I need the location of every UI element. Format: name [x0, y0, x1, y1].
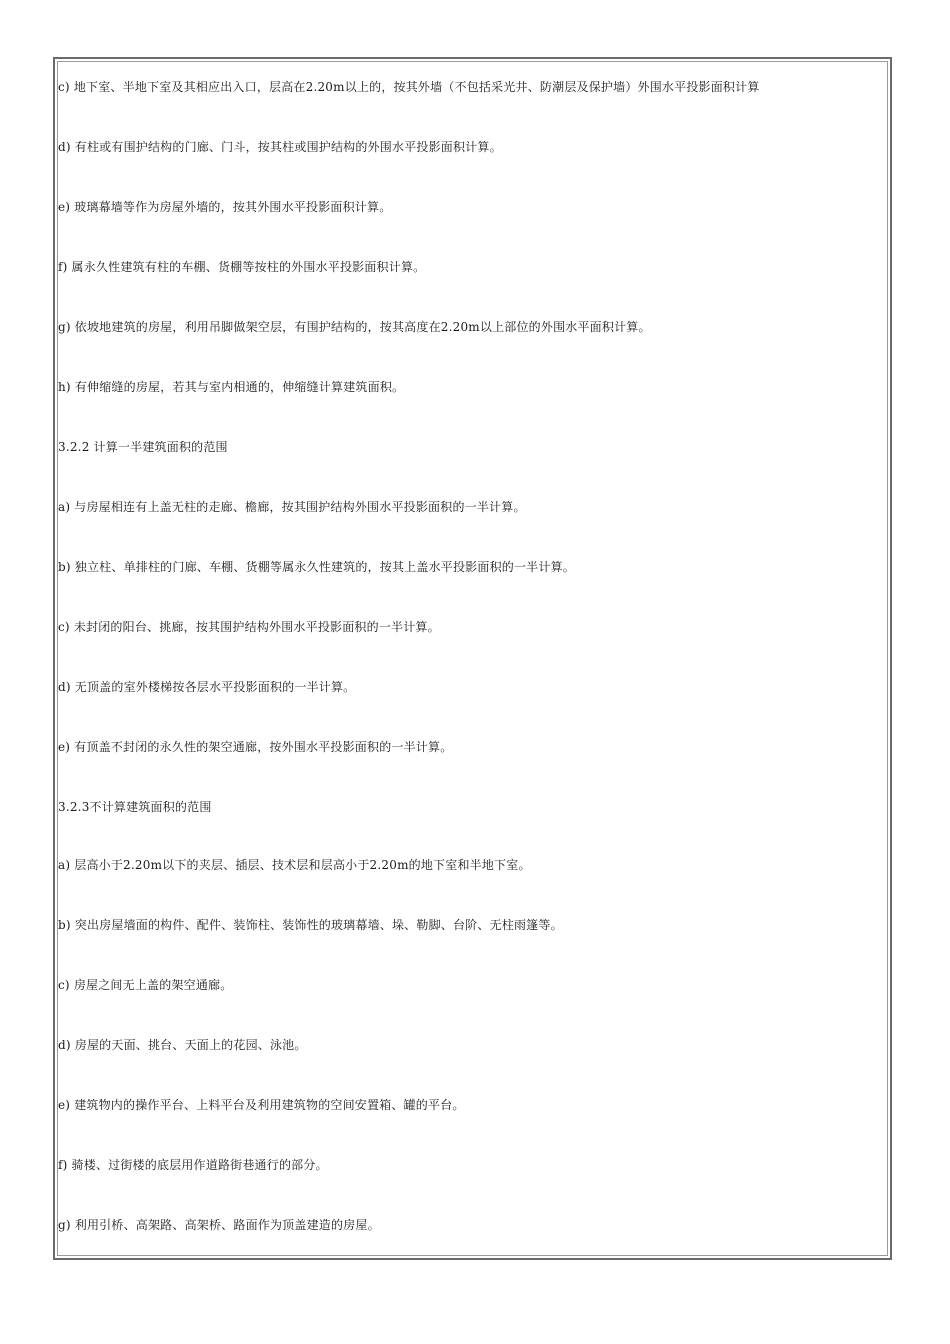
text-line: e) 建筑物内的操作平台、上料平台及利用建筑物的空间安置箱、罐的平台。 — [58, 1098, 465, 1112]
text-line: d) 房屋的天面、挑台、天面上的花园、泳池。 — [58, 1038, 307, 1052]
text-line: a) 与房屋相连有上盖无柱的走廊、檐廊，按其围护结构外围水平投影面积的一半计算。 — [58, 500, 526, 514]
text-line: d) 有柱或有围护结构的门廊、门斗，按其柱或围护结构的外围水平投影面积计算。 — [58, 140, 502, 154]
text-line: b) 突出房屋墙面的构件、配件、装饰柱、装饰性的玻璃幕墙、垛、勒脚、台阶、无柱雨篷等。 — [58, 918, 563, 932]
text-line: c) 未封闭的阳台、挑廊，按其围护结构外围水平投影面积的一半计算。 — [58, 620, 440, 634]
text-line: d) 无顶盖的室外楼梯按各层水平投影面积的一半计算。 — [58, 680, 356, 694]
text-line: f) 骑楼、过街楼的底层用作道路街巷通行的部分。 — [58, 1158, 328, 1172]
text-line: e) 有顶盖不封闭的永久性的架空通廊，按外围水平投影面积的一半计算。 — [58, 740, 453, 754]
document-inner-border — [57, 61, 888, 1256]
section-heading: 3.2.2 计算一半建筑面积的范围 — [58, 440, 228, 454]
section-heading: 3.2.3不计算建筑面积的范围 — [58, 800, 212, 814]
text-line: a) 层高小于2.20m以下的夹层、插层、技术层和层高小于2.20m的地下室和半地下室。 — [58, 858, 531, 872]
text-line: c) 地下室、半地下室及其相应出入口，层高在2.20m以上的，按其外墙（不包括采光井、防潮层及保护墙）外围水平投影面积计算 — [58, 80, 760, 94]
text-line: g) 利用引桥、高架路、高架桥、路面作为顶盖建造的房屋。 — [58, 1218, 380, 1232]
text-line: h) 有伸缩缝的房屋，若其与室内相通的，伸缩缝计算建筑面积。 — [58, 380, 405, 394]
document-frame — [53, 57, 892, 1260]
text-line: e) 玻璃幕墙等作为房屋外墙的，按其外围水平投影面积计算。 — [58, 200, 392, 214]
text-line: g) 依坡地建筑的房屋，利用吊脚做架空层，有围护结构的，按其高度在2.20m以上部位的外围水平面积计算。 — [58, 320, 651, 334]
text-line: c) 房屋之间无上盖的架空通廊。 — [58, 978, 233, 992]
text-line: b) 独立柱、单排柱的门廊、车棚、货棚等属永久性建筑的，按其上盖水平投影面积的一半计算。 — [58, 560, 575, 574]
text-line: f) 属永久性建筑有柱的车棚、货棚等按柱的外围水平投影面积计算。 — [58, 260, 426, 274]
